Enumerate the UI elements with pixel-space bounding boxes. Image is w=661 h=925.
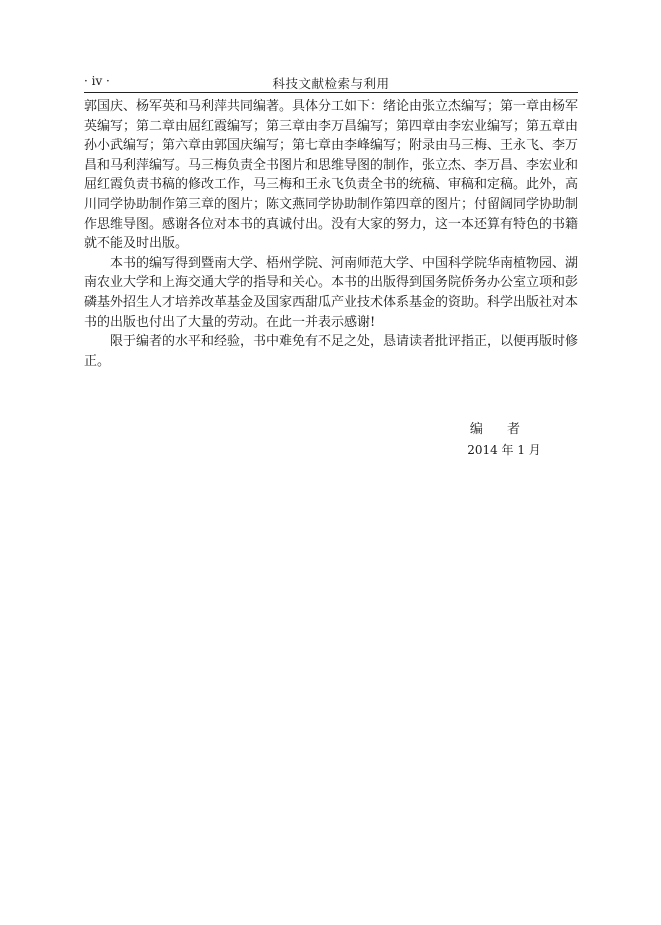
paragraph-disclaimer: 限于编者的水平和经验，书中难免有不足之处，恳请读者批评指正，以便再版时修正。 [84, 334, 579, 369]
paragraph-continuation: 郭国庆、杨军英和马利萍共同编著。具体分工如下：绪论由张立杰编写；第一章由杨军英编写；第二章由屈红霞编写；第三章由李万昌编写；第四章由李宏业编写；第五章由孙小武编写；第六章由郭国庆编写；第七章由李峰编写；附录由马三梅、王永飞、李万昌和马利萍编写。马三梅负责全书图片和思维导图的制作，张立杰、李万昌、李宏业和屈红霞负责书稿的修改工作，马三梅和王永飞负责全书的统稿、审稿和定稿。此外，高川同学协助制作第三章的图片；陈文燕同学协助制作第四章的图片；付留阔同学协助制作思维导图。感谢各位对本书的真诚付出。没有大家的努力，这一本还算有特色的书籍就不能及时出版。 [84, 99, 579, 252]
date: 2014 年 1 月 [467, 443, 541, 457]
signature: 编 者 [469, 422, 531, 437]
page-header [84, 72, 578, 93]
paragraph-acknowledgement: 本书的编写得到暨南大学、梧州学院、河南师范大学、中国科学院华南植物园、湖南农业大学和上海交通大学的指导和关心。本书的出版得到国务院侨务办公室立项和彭磷基外招生人才培养改革基金及国家西甜瓜产业技术体系基金的资助。科学出版社对本书的出版也付出了大量的劳动。在此一并表示感谢! [84, 255, 579, 330]
body-text [84, 97, 578, 371]
running-title: 科技文献检索与利用 [272, 76, 390, 91]
page-number: · iv · [84, 74, 110, 88]
